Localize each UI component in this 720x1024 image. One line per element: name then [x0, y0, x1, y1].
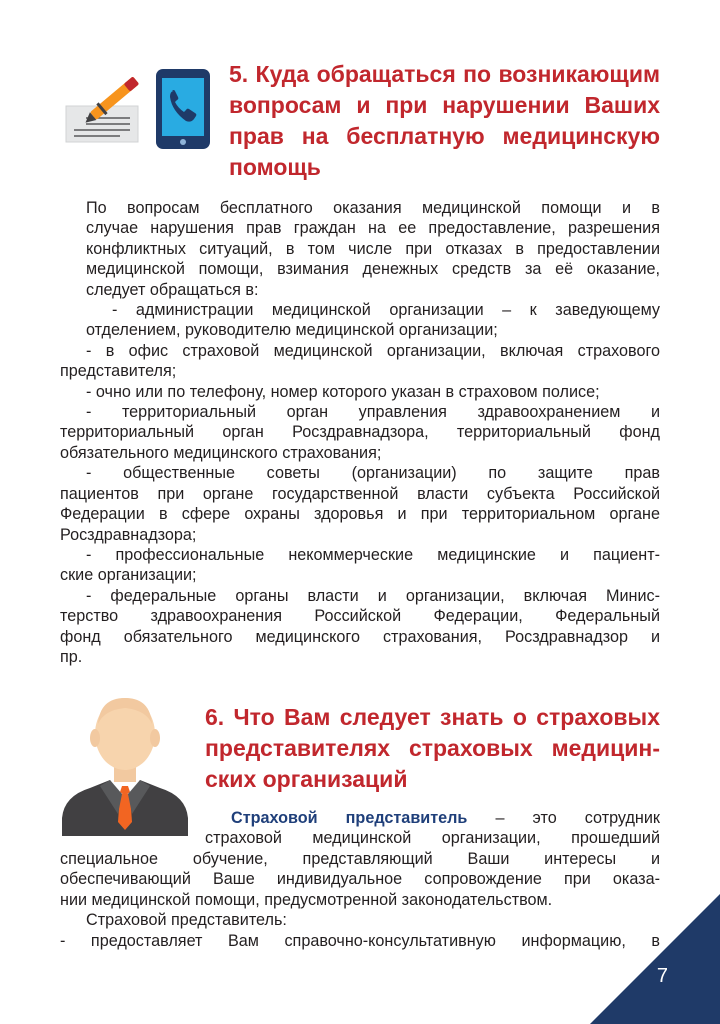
text-line: представителя; — [60, 362, 177, 381]
section-6-body — [60, 849, 660, 951]
list-item — [60, 300, 660, 341]
text-line: - территориальный орган управления здравоохранением и — [86, 403, 660, 422]
text-line: - общественные советы (организации) по защите прав — [86, 464, 660, 483]
section-6-definition-top — [205, 808, 660, 849]
text-line: - администрации медицинской организации – к заведующему — [112, 301, 660, 320]
heading-line: 5. Куда обращаться по возникающим — [229, 61, 660, 87]
section-5-heading — [229, 59, 660, 183]
definition-line — [205, 808, 660, 849]
section-5-body — [60, 198, 660, 667]
definition-term: Страховой представитель — [231, 809, 468, 827]
text-line: - в офис страховой медицинской организации, включая страхового — [86, 341, 660, 360]
text-line: фонд обязательного медицинского страхования, Росздравнадзор и — [60, 627, 660, 646]
text-line: медицинской помощи, взимания денежных средств за её оказание, — [86, 260, 660, 279]
text-line: По вопросам бесплатного оказания медицинской помощи и в — [86, 199, 660, 217]
text-line: пр. — [60, 647, 83, 666]
text-line: специальное обучение, представляющий Ваши интересы и — [60, 850, 660, 868]
text-line: обеспечивающий Ваше индивидуальное сопровождение при оказа- — [60, 870, 660, 889]
page-number: 7 — [656, 965, 668, 987]
text-line: пациентов при органе государственной власти субъекта Российской — [60, 484, 660, 503]
text-line — [205, 808, 660, 828]
text-line: - очно или по телефону, номер которого указан в страховом полисе; — [86, 382, 600, 401]
heading-line: 6. Что Вам следует знать о страховых — [205, 704, 660, 730]
text-line: случае нарушения прав граждан на ее предоставление, разрешения — [86, 219, 660, 238]
list-item — [60, 341, 660, 382]
list-item — [60, 545, 660, 586]
paragraph — [60, 198, 660, 300]
heading-line: прав на бесплатную медицинскую — [229, 123, 660, 149]
text-line: ские организации; — [60, 566, 197, 585]
paragraph — [60, 910, 660, 930]
page-corner-decoration — [590, 894, 720, 1024]
section-6-heading — [205, 702, 660, 795]
text-line: терство здравоохранения Российской Федерации, Федеральный — [60, 607, 660, 626]
list-item — [60, 382, 660, 402]
heading-line: помощь — [229, 154, 321, 180]
heading-line: ских организаций — [205, 766, 408, 792]
text-line: страховой медицинской организации, прошедший — [205, 829, 660, 848]
text-line: территориальный орган Росздравнадзора, территориальный фонд — [60, 423, 660, 442]
heading-line: представителях страховых медицин- — [205, 735, 660, 761]
subheading: Страховой представитель: — [86, 911, 287, 930]
list-item — [60, 402, 660, 463]
list-item — [60, 463, 660, 545]
text-line: - федеральные органы власти и организации, включая Минис- — [86, 586, 660, 605]
insurance-agent-avatar-icon — [60, 690, 190, 836]
text-line: - профессиональные некоммерческие медицинские и пациент- — [86, 545, 660, 564]
definition-rest: – это сотрудник — [467, 809, 660, 827]
text-line: конфликтных ситуаций, в том числе при отказах в предоставлении — [86, 239, 660, 258]
text-line: Росздравнадзора; — [60, 525, 197, 544]
paragraph — [60, 849, 660, 910]
text-line: отделением, руководителю медицинской организации; — [86, 321, 498, 340]
smartphone-phone-icon — [154, 67, 212, 151]
text-line: обязательного медицинского страхования; — [60, 443, 382, 462]
heading-line: вопросам и при нарушении Ваших — [229, 92, 660, 118]
text-line: - предоставляет Вам справочно-консультативную информацию, в — [60, 931, 660, 950]
text-line: следует обращаться в: — [86, 280, 259, 299]
list-item — [60, 586, 660, 668]
list-item — [60, 931, 660, 951]
text-line: Федерации в сфере охраны здоровья и при территориальном органе — [60, 505, 660, 524]
pen-paper-icon — [60, 66, 156, 148]
text-line: нии медицинской помощи, предусмотренной законодательством. — [60, 890, 553, 909]
